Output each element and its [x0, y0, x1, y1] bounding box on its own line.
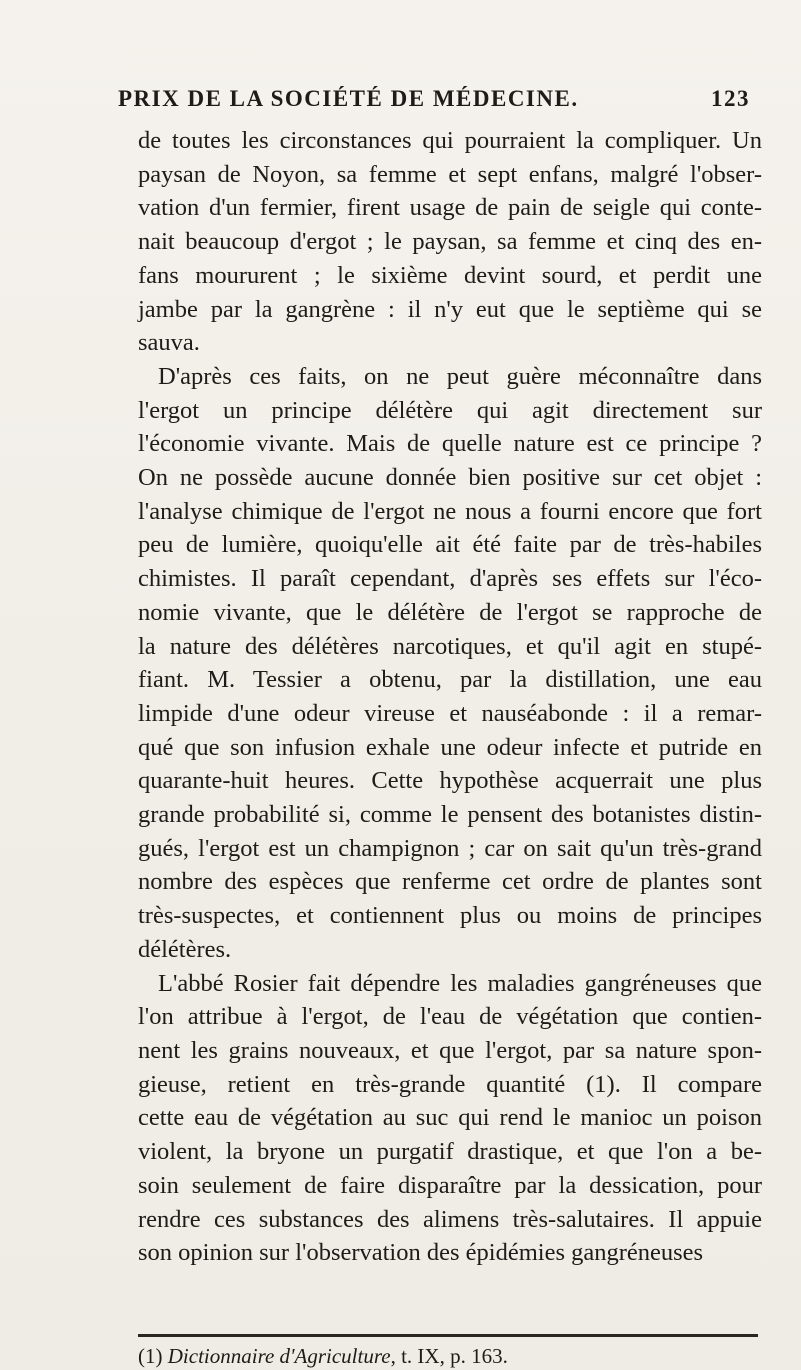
text-line: délétères.: [138, 935, 232, 963]
running-head: PRIX DE LA SOCIÉTÉ DE MÉDECINE.: [118, 86, 579, 111]
text-line: l'analyse chimique de l'ergot ne nous a fourni encore que fort: [138, 497, 762, 525]
text-line: fans moururent ; le sixième devint sourd, et perdit une: [138, 261, 762, 289]
text-line: son opinion sur l'observation des épidémies gangréneuses: [138, 1239, 704, 1267]
text-line: de toutes les circonstances qui pourraient la compliquer. Un: [138, 127, 762, 154]
text-line: grande probabilité si, comme le pensent des botanistes distin-: [138, 801, 762, 829]
text-line: sauva.: [138, 329, 200, 357]
text-line: qué que son infusion exhale une odeur infecte et putride en: [138, 733, 762, 761]
text-line: vation d'un fermier, firent usage de pain de seigle qui conte-: [138, 194, 762, 222]
text-line: cette eau de végétation au suc qui rend le manioc un poison: [138, 1104, 762, 1132]
text-line: violent, la bryone un purgatif drastique, et que l'on a be-: [138, 1138, 762, 1166]
text-line: nait beaucoup d'ergot ; le paysan, sa femme et cinq des en-: [138, 228, 762, 256]
page-number: 123: [711, 86, 750, 111]
text-line: L'abbé Rosier fait dépendre les maladies gangréneuses que: [158, 969, 762, 997]
text-line: nent les grains nouveaux, et que l'ergot, par sa nature spon-: [138, 1036, 762, 1064]
text-line: l'on attribue à l'ergot, de l'eau de végétation que contien-: [138, 1003, 762, 1031]
text-line: paysan de Noyon, sa femme et sept enfans, malgré l'obser-: [138, 160, 762, 188]
text-line: D'après ces faits, on ne peut guère méconnaître dans: [158, 362, 762, 390]
footnote-work-title: Dictionnaire d'Agriculture: [167, 1344, 391, 1368]
text-line: limpide d'une odeur vireuse et nauséabonde : il a remar-: [138, 699, 762, 727]
text-line: nomie vivante, que le délétère de l'ergot se rapproche de: [138, 598, 762, 626]
footnote-separator: [138, 1334, 758, 1337]
page-header: [118, 86, 750, 116]
text-line: On ne possède aucune donnée bien positive sur cet objet :: [138, 464, 762, 492]
text-line: la nature des délétères narcotiques, et qu'il agit en stupé-: [138, 632, 762, 660]
paragraphs: [138, 124, 762, 1270]
text-line: quarante-huit heures. Cette hypothèse acquerrait une plus: [138, 767, 762, 795]
text-line: gués, l'ergot est un champignon ; car on sait qu'un très-grand: [138, 834, 762, 862]
footnote: [138, 1344, 762, 1368]
body-text: [138, 124, 762, 1270]
text-line: fiant. M. Tessier a obtenu, par la distillation, une eau: [138, 666, 762, 694]
text-line: gieuse, retient en très-grande quantité (1). Il compare: [138, 1070, 762, 1098]
text-line: l'ergot un principe délétère qui agit directement sur: [138, 396, 762, 424]
text-line: rendre ces substances des alimens très-salutaires. Il appuie: [138, 1205, 762, 1233]
footnote-marker: (1): [138, 1344, 163, 1368]
text-line: jambe par la gangrène : il n'y eut que le septième qui se: [138, 295, 762, 323]
text-line: nombre des espèces que renferme cet ordre de plantes sont: [138, 868, 762, 896]
text-line: chimistes. Il paraît cependant, d'après ses effets sur l'éco-: [138, 565, 762, 593]
text-line: très-suspectes, et contiennent plus ou moins de principes: [138, 902, 762, 930]
paragraph: [138, 967, 762, 1270]
paragraph: [138, 124, 762, 360]
footnote-reference: , t. IX, p. 163.: [390, 1344, 508, 1368]
text-line: peu de lumière, quoiqu'elle ait été faite par de très-habiles: [138, 531, 762, 559]
text-line: l'économie vivante. Mais de quelle nature est ce principe ?: [138, 430, 762, 458]
paragraph: [138, 360, 762, 967]
text-line: soin seulement de faire disparaître par la dessication, pour: [138, 1171, 762, 1199]
